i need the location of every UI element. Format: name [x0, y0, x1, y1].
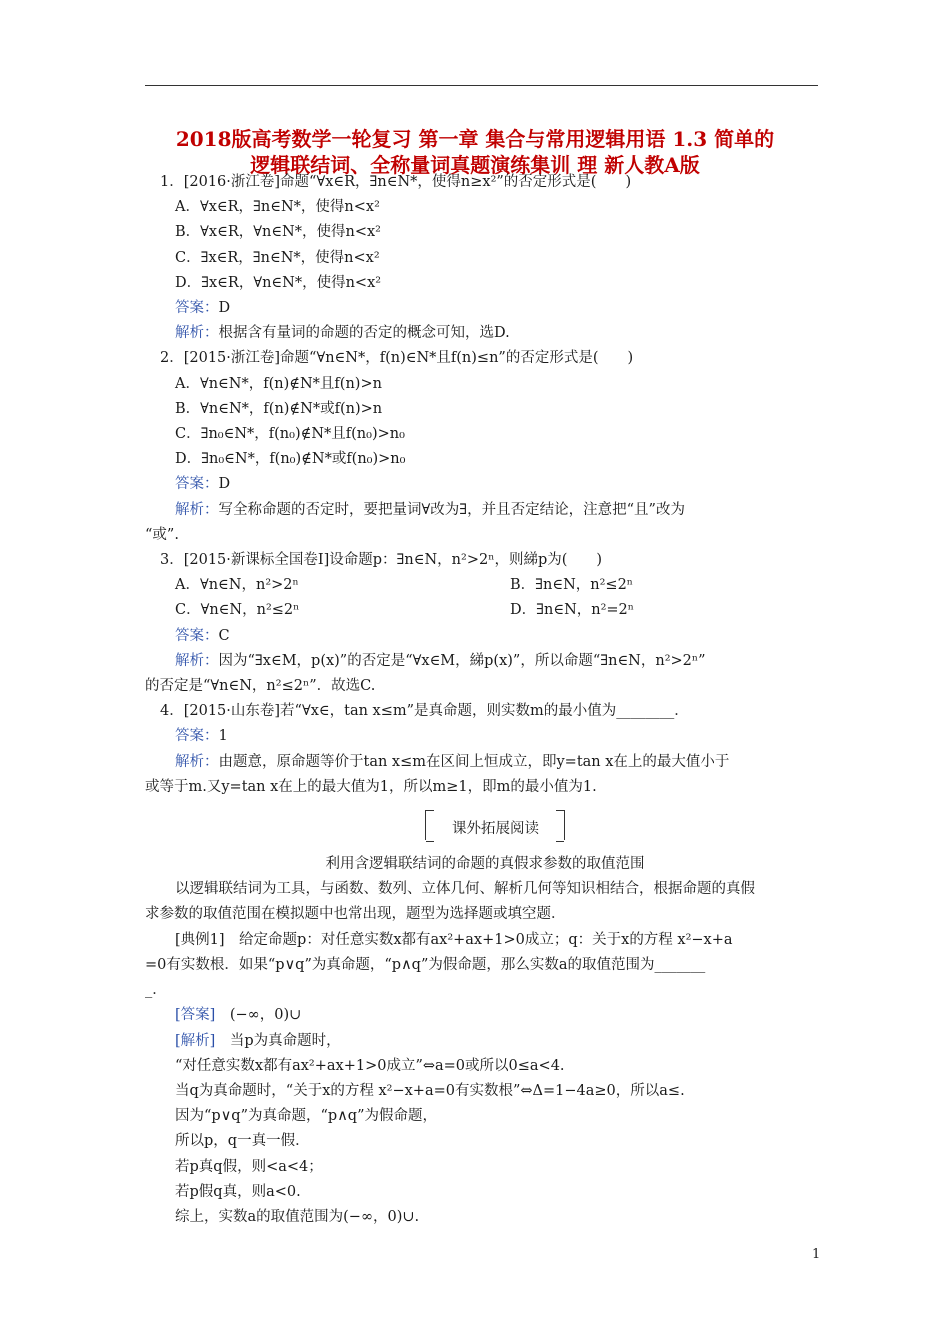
answer-label: [答案] — [175, 1007, 216, 1024]
extension-intro: 以逻辑联结词为工具，与函数、数列、立体几何、解析几何等知识相结合，根据命题的真假 — [175, 881, 755, 898]
analysis-text: 根据含有量词的命题的否定的概念可知，选D. — [218, 325, 510, 342]
q4-analysis-cont: 或等于m.又y=tan x在上的最大值为1，所以m≥1，即m的最小值为1. — [145, 778, 597, 795]
q2-option-c: C．∃n₀∈N*，f(n₀)∉N*且f(n₀)>n₀ — [175, 426, 405, 443]
analysis-conclusion: 综上，实数a的取值范围为(−∞，0)∪. — [175, 1208, 420, 1225]
analysis-label: 解析： — [175, 753, 219, 770]
analysis-step-4: 所以p，q一真一假． — [175, 1133, 310, 1150]
extension-box — [145, 808, 825, 848]
example-stem: [典例1] 给定命题p：对任意实数x都有ax²+ax+1>0成立；q：关于x的方程 x²−x+a — [175, 931, 733, 948]
title-line-1: 2018版高考数学一轮复习 第一章 集合与常用逻辑用语 1.3 简单的 — [175, 127, 775, 151]
answer-value: D — [218, 476, 231, 493]
example-stem-cont: =0有实数根．如果“p∨q”为真命题，“p∧q”为假命题，那么实数a的取值范围为_______ — [145, 956, 706, 973]
analysis-text: 写全称命题的否定时，要把量词∀改为∃，并且否定结论，注意把“且”改为 — [218, 501, 685, 518]
answer-value: 1 — [218, 728, 228, 745]
answer-label: 答案： — [175, 300, 219, 317]
q1-option-c: C．∃x∈R，∃n∈N*，使得n<x² — [175, 249, 380, 266]
analysis-step-3: 因为“p∨q”为真命题，“p∧q”为假命题， — [175, 1108, 438, 1125]
q4-stem: 4．[2015·山东卷]若“∀x∈，tan x≤m”是真命题，则实数m的最小值为________． — [160, 703, 689, 720]
answer-value: D — [218, 300, 231, 317]
answer-label: 答案： — [175, 476, 219, 493]
q4-answer — [145, 724, 825, 749]
q3-analysis — [145, 649, 825, 674]
analysis-label: [解析] — [175, 1032, 216, 1049]
q1-option-d: D．∃x∈R，∀n∈N*，使得n<x² — [175, 274, 382, 291]
q3-options-row-1 — [145, 573, 825, 598]
q3-options-row-2 — [145, 598, 825, 623]
analysis-label: 解析： — [175, 501, 219, 518]
analysis-step-2: 当q为真命题时，“关于x的方程 x²−x+a=0有实数根”⇔Δ=1−4a≥0，所以a≤. — [175, 1082, 685, 1099]
q3-option-d: D．∃n∈N，n²=2ⁿ — [510, 602, 635, 619]
q2-option-b: B．∀n∈N*，f(n)∉N*或f(n)>n — [175, 400, 383, 417]
q3-option-a: A．∀n∈N，n²>2ⁿ — [175, 577, 299, 594]
q1-answer — [145, 296, 825, 321]
extension-heading: 利用含逻辑联结词的命题的真假求参数的取值范围 — [325, 856, 645, 873]
answer-value: C — [218, 627, 230, 644]
page-number: 1 — [812, 1247, 821, 1262]
analysis-text: 因为“∃x∈M，p(x)”的否定是“∀x∈M，綈p(x)”，所以命题“∃n∈N，n²>2ⁿ” — [218, 652, 706, 669]
q1-analysis — [145, 321, 825, 346]
q2-option-a: A．∀n∈N*，f(n)∉N*且f(n)>n — [175, 375, 382, 392]
header-rule — [145, 85, 818, 86]
q3-answer — [145, 624, 825, 649]
document-body — [145, 170, 825, 1230]
q1-option-a: A．∀x∈R，∃n∈N*，使得n<x² — [175, 199, 380, 216]
analysis-label: 解析： — [175, 325, 219, 342]
q2-analysis — [145, 498, 825, 523]
q3-analysis-cont: 的否定是“∀n∈N，n²≤2ⁿ”．故选C. — [145, 678, 376, 695]
analysis-step-5: 若p真q假，则<a<4； — [175, 1158, 323, 1175]
q3-option-c: C．∀n∈N，n²≤2ⁿ — [175, 602, 300, 619]
analysis-label: 解析： — [175, 652, 219, 669]
q3-option-b: B．∃n∈N，n²≤2ⁿ — [510, 577, 634, 594]
answer-value: (−∞，0)∪ — [215, 1007, 302, 1024]
example-stem-cont-2: _． — [145, 982, 167, 999]
extension-intro-cont: 求参数的取值范围在模拟题中也常出现，题型为选择题或填空题． — [145, 906, 566, 923]
q2-answer — [145, 472, 825, 497]
answer-label: 答案： — [175, 728, 219, 745]
example-analysis — [145, 1029, 825, 1054]
q2-analysis-cont: “或”. — [145, 526, 179, 543]
analysis-text: 由题意，原命题等价于tan x≤m在区间上恒成立，即y=tan x在上的最大值小于 — [218, 753, 730, 770]
analysis-text: 当p为真命题时， — [215, 1032, 341, 1049]
analysis-step-6: 若p假q真，则a<0. — [175, 1183, 301, 1200]
title-line-2: 逻辑联结词、全称量词真题演练集训 理 新人教A版 — [250, 153, 700, 177]
analysis-step-1: “对任意实数x都有ax²+ax+1>0成立”⇔a=0或所以0≤a<4. — [175, 1057, 565, 1074]
extension-box-label: 课外拓展阅读 — [452, 821, 539, 838]
q2-stem: 2．[2015·浙江卷]命题“∀n∈N*，f(n)∈N*且f(n)≤n”的否定形式是( ) — [160, 350, 634, 367]
q1-option-b: B．∀x∈R，∀n∈N*，使得n<x² — [175, 224, 381, 241]
answer-label: 答案： — [175, 627, 219, 644]
q3-stem: 3．[2015·新课标全国卷Ⅰ]设命题p：∃n∈N，n²>2ⁿ，则綈p为( ) — [160, 552, 603, 569]
example-answer — [145, 1003, 825, 1028]
q2-option-d: D．∃n₀∈N*，f(n₀)∉N*或f(n₀)>n₀ — [175, 451, 406, 468]
q1-stem: 1．[2016·浙江卷]命题“∀x∈R，∃n∈N*，使得n≥x²”的否定形式是( ) — [160, 174, 632, 190]
q4-analysis — [145, 750, 825, 775]
